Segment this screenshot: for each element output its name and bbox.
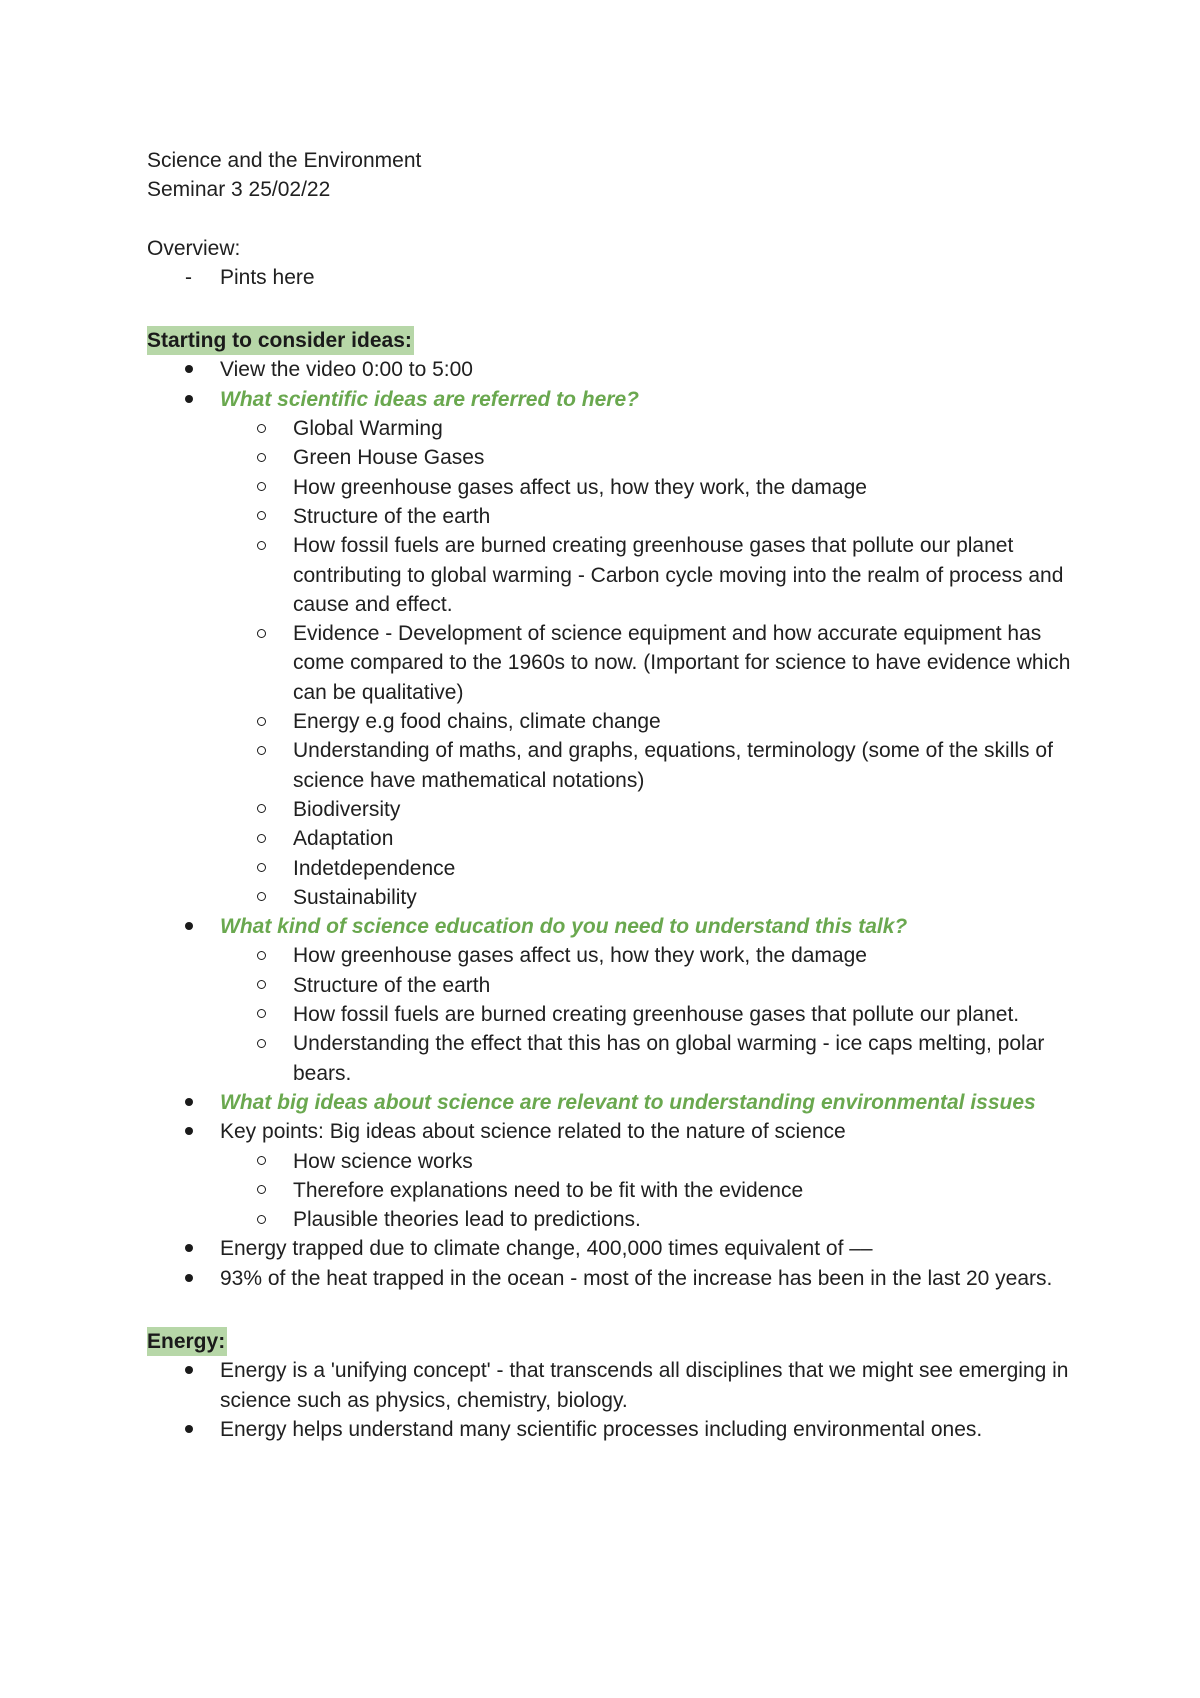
seminar-date: Seminar 3 25/02/22: [147, 178, 331, 202]
circle-bullet-icon: [257, 502, 266, 531]
sub-list-item: Understanding the effect that this has on global warming - ice caps melting, polar bears.: [220, 1029, 1080, 1088]
bullet-icon: [185, 385, 205, 414]
overview-list: [147, 263, 1080, 292]
sub-list-item: Structure of the earth: [220, 502, 1080, 531]
bullet-icon: [185, 1117, 205, 1146]
circle-bullet-icon: [257, 795, 266, 824]
sub-list-item: Adaptation: [220, 824, 1080, 853]
circle-bullet-icon: [257, 1000, 266, 1029]
section-heading-energy: Energy:: [147, 1327, 227, 1356]
circle-bullet-icon: [257, 736, 266, 765]
circle-bullet-icon: [257, 883, 266, 912]
list-item: Key points: Big ideas about science related to the nature of science How science works Therefore explanations need to be fit with the evidence Plausible theories lead to predictions.: [147, 1117, 1080, 1234]
bullet-icon: [185, 1264, 205, 1293]
spacer: [147, 205, 1080, 234]
sub-list-item: Indetdependence: [220, 854, 1080, 883]
sub-list-item: How fossil fuels are burned creating greenhouse gases that pollute our planet contributing to global warming - Carbon cycle moving into the realm of process and cause and effect.: [220, 531, 1080, 619]
ideas-list: [147, 355, 1080, 1293]
sub-list: [220, 1147, 1080, 1235]
circle-bullet-icon: [257, 414, 266, 443]
sub-list-item: Biodiversity: [220, 795, 1080, 824]
sub-list-item: Sustainability: [220, 883, 1080, 912]
bullet-icon: [185, 1356, 205, 1385]
sub-list-item: How greenhouse gases affect us, how they work, the damage: [220, 473, 1080, 502]
sub-list: [220, 941, 1080, 1087]
list-item: [147, 912, 1080, 1088]
spacer: [147, 1293, 1080, 1327]
dash-marker: -: [185, 265, 192, 289]
sub-list-item: Energy e.g food chains, climate change: [220, 707, 1080, 736]
circle-bullet-icon: [257, 824, 266, 853]
bullet-icon: [185, 1234, 205, 1263]
sub-list-item: Therefore explanations need to be fit with the evidence: [220, 1176, 1080, 1205]
list-item: 93% of the heat trapped in the ocean - most of the increase has been in the last 20 years.: [147, 1264, 1080, 1293]
sub-list-item: How science works: [220, 1147, 1080, 1176]
sub-list-item: Evidence - Development of science equipment and how accurate equipment has come compared to the 1960s to now. (Important for science to have evidence which can be qualitative): [220, 619, 1080, 707]
spacer: [147, 292, 1080, 326]
sub-list-item: How greenhouse gases affect us, how they work, the damage: [220, 941, 1080, 970]
list-item: - Pints here: [147, 263, 1080, 292]
bullet-icon: [185, 355, 205, 384]
list-item: [147, 1088, 1080, 1117]
bullet-icon: [185, 1415, 205, 1444]
circle-bullet-icon: [257, 443, 266, 472]
circle-bullet-icon: [257, 1029, 266, 1058]
sub-list-item: Plausible theories lead to predictions.: [220, 1205, 1080, 1234]
section-heading-ideas: Starting to consider ideas:: [147, 326, 414, 355]
sub-list-item: Structure of the earth: [220, 971, 1080, 1000]
energy-list: [147, 1356, 1080, 1444]
sub-list-item: Understanding of maths, and graphs, equations, terminology (some of the skills of science have mathematical notations): [220, 736, 1080, 795]
circle-bullet-icon: [257, 707, 266, 736]
bullet-icon: [185, 912, 205, 941]
circle-bullet-icon: [257, 941, 266, 970]
question-text: What kind of science education do you need to understand this talk?: [220, 915, 908, 939]
circle-bullet-icon: [257, 1205, 266, 1234]
circle-bullet-icon: [257, 531, 266, 560]
sub-list: [220, 414, 1080, 912]
sub-list-item: Global Warming: [220, 414, 1080, 443]
circle-bullet-icon: [257, 1176, 266, 1205]
overview-label: Overview:: [147, 236, 241, 260]
circle-bullet-icon: [257, 971, 266, 1000]
list-item: Energy is a 'unifying concept' - that transcends all disciplines that we might see emerging in science such as physics, chemistry, biology.: [147, 1356, 1080, 1415]
question-text: What scientific ideas are referred to here?: [220, 387, 639, 411]
document-title: Science and the Environment: [147, 149, 422, 172]
circle-bullet-icon: [257, 1147, 266, 1176]
circle-bullet-icon: [257, 619, 266, 648]
sub-list-item: How fossil fuels are burned creating greenhouse gases that pollute our planet.: [220, 1000, 1080, 1029]
bullet-icon: [185, 1088, 205, 1117]
circle-bullet-icon: [257, 854, 266, 883]
sub-list-item: Green House Gases: [220, 443, 1080, 472]
circle-bullet-icon: [257, 473, 266, 502]
list-item: View the video 0:00 to 5:00: [147, 355, 1080, 384]
list-item: Energy helps understand many scientific processes including environmental ones.: [147, 1415, 1080, 1444]
list-item: Energy trapped due to climate change, 400,000 times equivalent of ––: [147, 1234, 1080, 1263]
list-item: [147, 385, 1080, 912]
question-text: What big ideas about science are relevant to understanding environmental issues: [220, 1090, 1036, 1114]
